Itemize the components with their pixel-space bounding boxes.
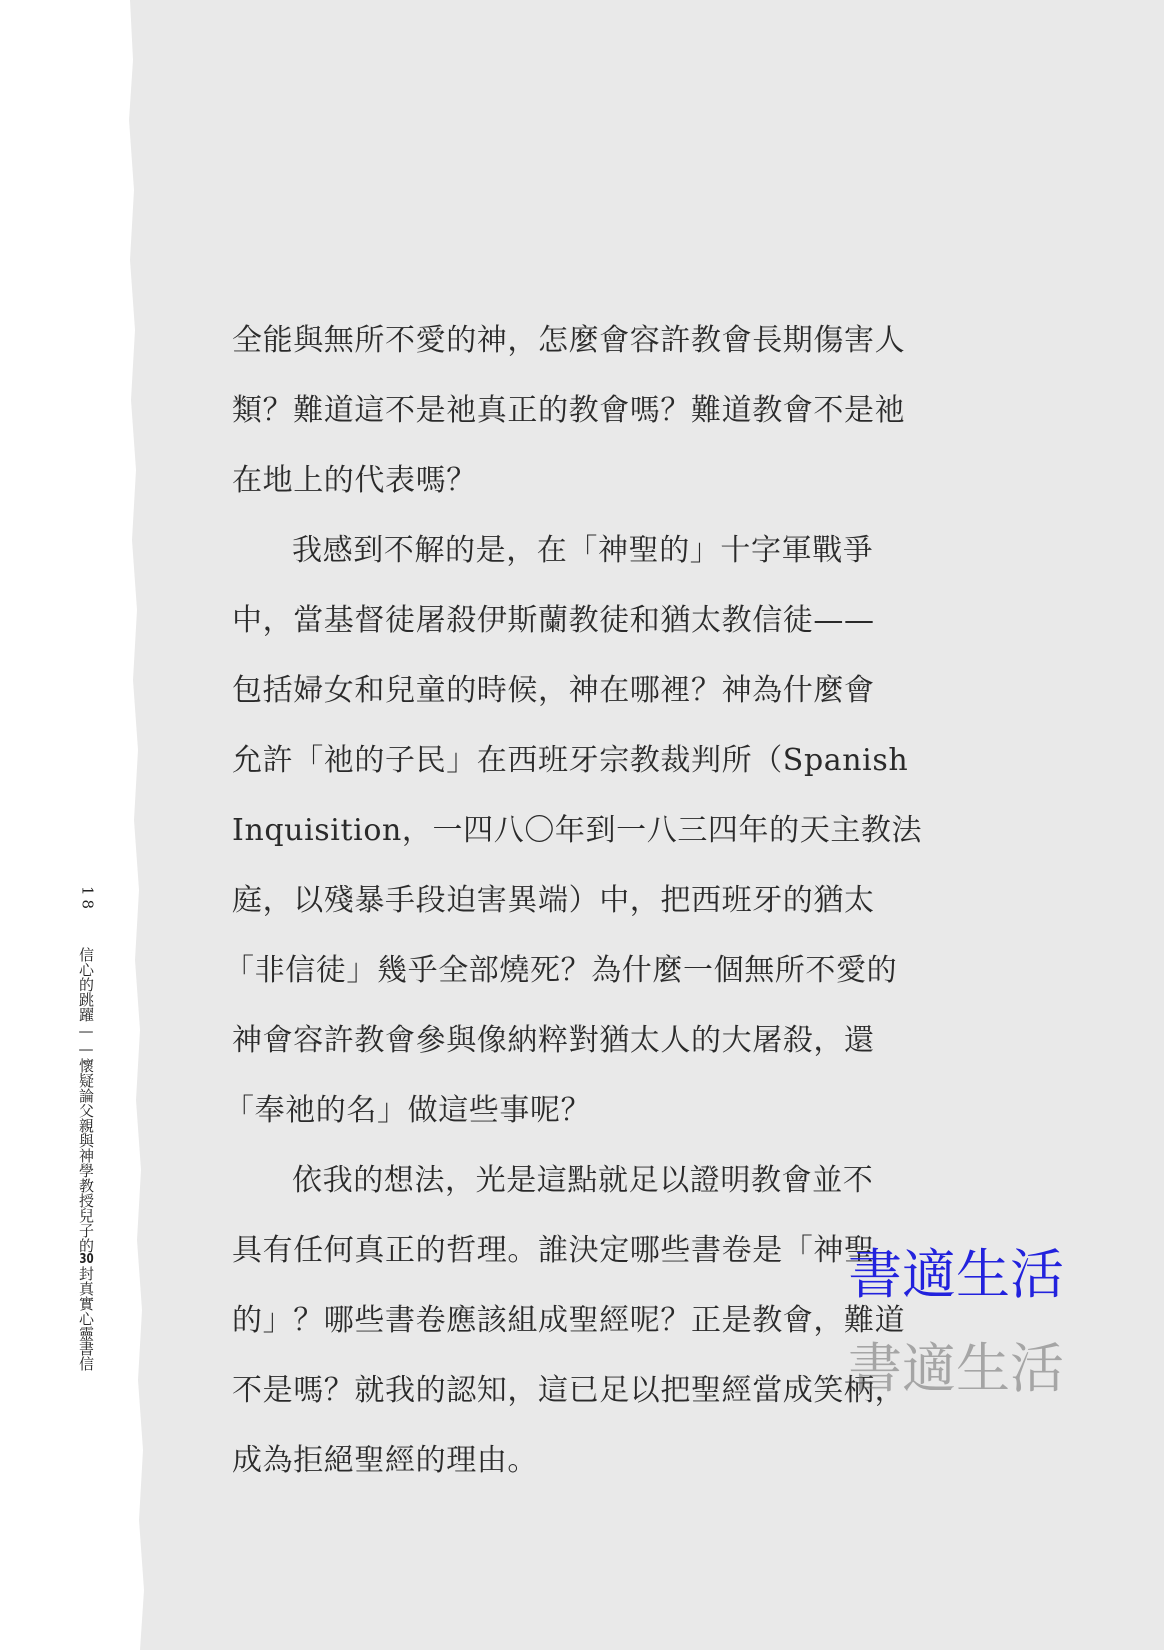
- body-text: [224, 306, 952, 1496]
- running-title-part-1: 信心的跳躍——懷疑論父親與神學教授兒子的: [77, 947, 95, 1254]
- watermark-blue: 書適生活: [848, 1243, 1064, 1306]
- running-title: [77, 947, 95, 1371]
- running-title-number: 30: [79, 1253, 94, 1267]
- text-line: 神會容許教會參與像納粹對猶太人的大屠殺，還: [232, 1023, 875, 1058]
- text-line: 全能與無所不愛的神，怎麼會容許教會長期傷害人: [232, 323, 906, 358]
- text-line: 「奉祂的名」做這些事呢？: [224, 1093, 592, 1128]
- paragraph-start-line: 依我的想法，光是這點就足以證明教會並不: [292, 1163, 874, 1198]
- page-sidebar: [66, 886, 106, 1375]
- text-line: 在地上的代表嗎？: [232, 463, 477, 498]
- paragraph-start-line: 我感到不解的是，在「神聖的」十字軍戰爭: [292, 533, 874, 568]
- text-line: 具有任何真正的哲理。誰決定哪些書卷是「神聖: [232, 1233, 875, 1268]
- text-line: 「非信徒」幾乎全部燒死？為什麼一個無所不愛的: [224, 953, 898, 988]
- text-line: 類？難道這不是祂真正的教會嗎？難道教會不是祂: [232, 393, 906, 428]
- text-line: 允許「祂的子民」在西班牙宗教裁判所（Spanish: [232, 743, 909, 778]
- text-line: Inquisition，一四八〇年到一八三四年的天主教法: [232, 813, 923, 848]
- watermark-grey: 書適生活: [848, 1337, 1064, 1400]
- text-line: 不是嗎？就我的認知，這已足以把聖經當成笑柄，: [232, 1373, 906, 1408]
- page-number: 18: [78, 886, 97, 914]
- text-line: 的」？哪些書卷應該組成聖經呢？正是教會，難道: [232, 1303, 906, 1338]
- text-line: 成為拒絕聖經的理由。: [232, 1443, 538, 1478]
- text-line: 庭，以殘暴手段迫害異端）中，把西班牙的猶太: [232, 883, 875, 918]
- text-line: 包括婦女和兒童的時候，神在哪裡？神為什麼會: [232, 673, 875, 708]
- text-line: 中，當基督徒屠殺伊斯蘭教徒和猶太教信徒——: [232, 603, 875, 638]
- running-title-part-2: 封真實心靈書信: [77, 1266, 95, 1372]
